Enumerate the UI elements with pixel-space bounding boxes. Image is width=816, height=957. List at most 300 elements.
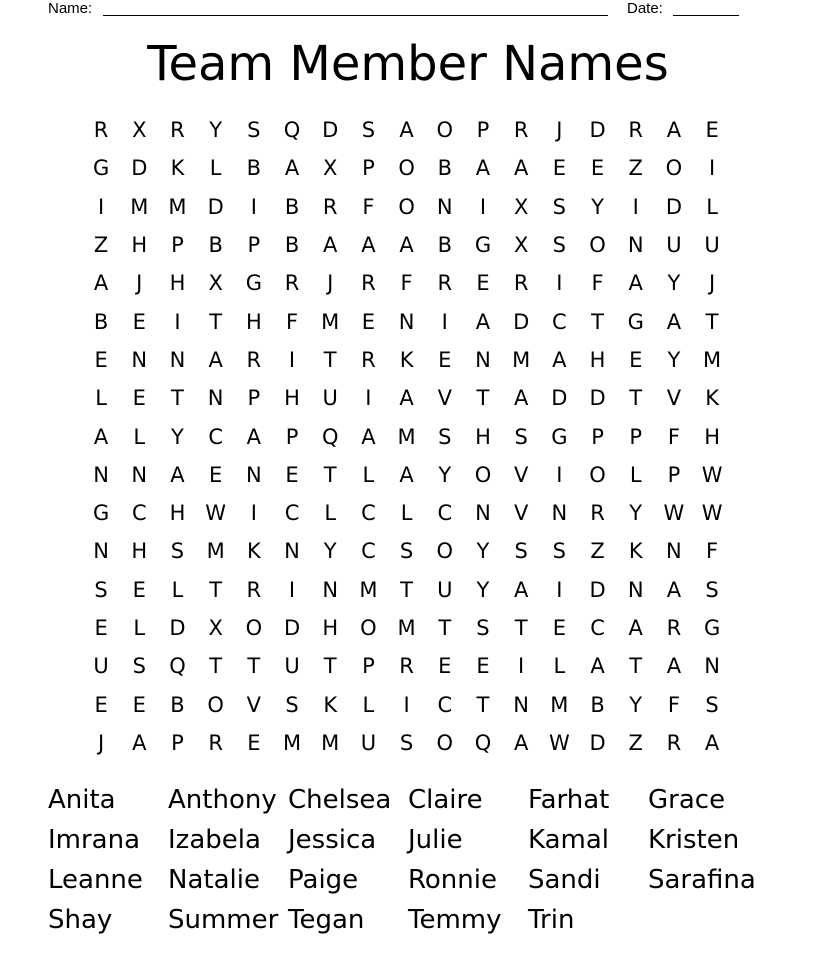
grid-letter[interactable]: U [437,577,453,602]
grid-letter[interactable]: O [398,156,415,181]
grid-letter[interactable]: D [665,194,682,219]
grid-letter[interactable]: P [591,424,604,449]
grid-letter[interactable]: T [514,616,528,640]
grid-letter[interactable]: A [323,233,338,258]
grid-letter[interactable]: K [399,347,414,372]
grid-letter[interactable]: W [663,501,685,526]
grid-letter[interactable]: G [92,156,110,181]
grid-letter[interactable]: M [130,194,149,219]
grid-letter[interactable]: T [323,462,337,487]
grid-letter[interactable]: I [97,194,105,219]
grid-letter[interactable]: R [208,730,223,755]
grid-letter[interactable]: A [399,118,414,143]
grid-letter[interactable]: E [132,386,146,411]
grid-letter[interactable]: I [518,654,525,679]
grid-letter[interactable]: I [441,309,448,334]
word-bank-item: Shay [48,905,113,935]
grid-letter[interactable]: E [438,347,452,372]
grid-letter[interactable]: E [552,156,566,181]
grid-letter[interactable]: O [436,118,454,143]
grid-letter[interactable]: B [208,233,223,258]
grid-letter[interactable]: F [706,539,719,564]
grid-letter[interactable]: A [284,156,300,181]
grid-letter[interactable]: H [704,424,720,449]
grid-letter[interactable]: H [475,424,491,449]
grid-letter[interactable]: P [285,424,299,449]
grid-letter[interactable]: Y [629,692,643,717]
grid-letter[interactable]: T [476,692,490,717]
name-label: Name: [48,0,93,17]
grid-letter[interactable]: O [665,156,683,181]
grid-letter[interactable]: U [666,233,682,258]
grid-letter[interactable]: A [513,386,529,411]
grid-letter[interactable]: A [666,309,682,334]
grid-letter[interactable]: D [589,577,606,602]
grid-letter[interactable]: E [209,462,223,487]
grid-letter[interactable]: N [207,386,224,411]
grid-letter[interactable]: V [513,501,529,526]
grid-letter[interactable]: L [95,386,107,411]
grid-letter[interactable]: L [133,616,146,640]
grid-letter[interactable]: A [628,271,643,296]
grid-letter[interactable]: Y [591,194,604,219]
grid-letter[interactable]: H [284,386,300,411]
grid-letter[interactable]: K [170,156,185,181]
grid-letter[interactable]: A [513,577,529,602]
grid-letter[interactable]: H [131,539,148,564]
grid-letter[interactable]: A [666,577,682,602]
grid-letter[interactable]: F [285,309,299,334]
grid-letter[interactable]: S [552,233,567,258]
grid-letter[interactable]: I [479,194,487,219]
grid-letter[interactable]: V [437,386,452,411]
grid-letter[interactable]: T [323,654,337,679]
grid-letter[interactable]: S [705,577,719,602]
grid-letter[interactable]: S [285,692,299,717]
grid-letter[interactable]: C [590,616,605,640]
grid-letter[interactable]: H [589,347,606,372]
grid-letter[interactable]: L [362,462,375,487]
grid-letter[interactable]: J [708,271,716,296]
grid-letter[interactable]: T [209,577,223,602]
grid-letter[interactable]: D [283,616,301,640]
grid-letter[interactable]: A [475,309,491,334]
grid-letter[interactable]: G [92,501,110,526]
grid-letter[interactable]: L [133,424,146,449]
letter-grid [82,111,732,762]
grid-letter[interactable]: A [399,233,414,258]
grid-letter[interactable]: M [168,194,187,219]
grid-letter[interactable]: T [209,309,223,334]
grid-letter[interactable]: Y [323,539,337,564]
word-bank-item: Chelsea [288,785,392,815]
grid-letter[interactable]: L [706,194,718,219]
grid-letter[interactable]: N [627,577,644,602]
grid-letter[interactable]: E [132,309,146,334]
grid-letter[interactable]: W [548,730,570,755]
grid-letter[interactable]: R [628,118,644,143]
grid-letter[interactable]: B [284,194,300,219]
grid-letter[interactable]: O [245,616,263,640]
grid-letter[interactable]: R [513,118,529,143]
grid-letter[interactable]: L [362,692,375,717]
grid-letter[interactable]: A [93,271,109,296]
grid-letter[interactable]: G [245,271,262,296]
grid-letter[interactable]: S [399,730,414,755]
grid-letter[interactable]: R [93,118,109,143]
grid-letter[interactable]: V [246,692,262,717]
grid-letter[interactable]: A [361,424,376,449]
grid-letter[interactable]: N [322,577,339,602]
grid-letter[interactable]: S [476,616,490,640]
grid-letter[interactable]: J [327,271,334,296]
grid-letter[interactable]: M [321,309,340,334]
grid-letter[interactable]: O [589,462,606,487]
grid-letter[interactable]: A [590,654,605,679]
grid-letter[interactable]: S [247,118,261,143]
grid-letter[interactable]: P [667,462,681,487]
grid-letter[interactable]: D [322,118,339,143]
grid-letter[interactable]: S [705,692,719,717]
grid-letter[interactable]: R [361,347,376,372]
grid-letter[interactable]: A [475,156,491,181]
grid-letter[interactable]: Z [590,539,605,564]
word-bank-item: Paige [288,865,359,895]
grid-letter[interactable]: Q [321,424,339,449]
grid-letter[interactable]: N [627,233,644,258]
grid-letter[interactable]: R [246,347,262,372]
grid-letter[interactable]: H [131,233,148,258]
grid-letter[interactable]: Y [209,118,223,143]
grid-letter[interactable]: D [589,386,606,411]
grid-letter[interactable]: P [171,730,184,755]
grid-letter[interactable]: X [132,118,147,143]
grid-letter[interactable]: U [284,654,300,679]
grid-letter[interactable]: R [590,501,605,526]
grid-letter[interactable]: S [170,539,185,564]
grid-letter[interactable]: L [171,577,184,602]
grid-letter[interactable]: P [171,233,184,258]
grid-letter[interactable]: C [131,501,147,526]
grid-letter[interactable]: C [437,501,453,526]
grid-letter[interactable]: J [556,118,563,143]
grid-letter[interactable]: L [629,462,642,487]
grid-letter[interactable]: E [361,309,376,334]
grid-letter[interactable]: H [245,309,262,334]
grid-letter[interactable]: R [666,730,682,755]
grid-letter[interactable]: E [476,271,490,296]
grid-letter[interactable]: Q [169,654,186,679]
grid-letter[interactable]: O [207,692,224,717]
grid-letter[interactable]: O [436,730,454,755]
grid-letter[interactable]: R [437,271,453,296]
grid-letter[interactable]: S [94,577,108,602]
grid-letter[interactable]: S [361,118,376,143]
grid-letter[interactable]: T [323,347,337,372]
grid-letter[interactable]: M [550,692,569,717]
grid-letter[interactable]: E [94,616,108,640]
grid-letter[interactable]: N [398,309,415,334]
grid-letter[interactable]: O [360,616,377,640]
grid-letter[interactable]: A [666,654,682,679]
grid-letter[interactable]: E [94,347,108,372]
grid-letter[interactable]: F [591,271,604,296]
grid-letter[interactable]: U [93,654,109,679]
grid-letter[interactable]: P [629,424,643,449]
grid-letter[interactable]: R [513,271,529,296]
grid-letter[interactable]: T [400,577,413,602]
grid-letter[interactable]: E [285,462,299,487]
grid-letter[interactable]: I [365,386,372,411]
grid-letter[interactable]: R [170,118,185,143]
grid-letter[interactable]: R [246,577,262,602]
grid-letter[interactable]: N [475,347,491,372]
grid-letter[interactable]: S [132,654,146,679]
grid-letter[interactable]: T [209,654,223,679]
grid-letter[interactable]: K [246,539,261,564]
grid-letter[interactable]: A [93,424,109,449]
grid-letter[interactable]: A [628,616,643,640]
grid-letter[interactable]: M [206,539,225,564]
grid-letter[interactable]: X [208,616,223,640]
grid-letter[interactable]: Q [283,118,301,143]
grid-letter[interactable]: F [400,271,413,296]
grid-letter[interactable]: C [361,539,376,564]
grid-letter[interactable]: I [556,577,563,602]
grid-letter[interactable]: N [666,539,682,564]
grid-letter[interactable]: D [589,730,606,755]
grid-letter[interactable]: M [359,577,378,602]
grid-letter[interactable]: A [666,118,682,143]
grid-letter[interactable]: M [282,730,302,755]
grid-letter[interactable]: I [403,692,410,717]
grid-letter[interactable]: D [589,118,606,143]
grid-letter[interactable]: P [362,156,375,181]
grid-letter[interactable]: P [247,233,261,258]
grid-letter[interactable]: T [705,309,719,334]
grid-letter[interactable]: Z [93,233,109,258]
grid-letter[interactable]: C [208,424,223,449]
grid-letter[interactable]: N [169,347,186,372]
grid-letter[interactable]: A [361,233,376,258]
grid-letter[interactable]: Y [667,347,681,372]
grid-letter[interactable]: S [514,539,528,564]
grid-letter[interactable]: G [551,424,568,449]
grid-letter[interactable]: N [131,462,148,487]
grid-letter[interactable]: Z [628,730,643,755]
grid-letter[interactable]: M [512,347,531,372]
grid-letter[interactable]: B [437,233,452,258]
grid-letter[interactable]: T [629,654,643,679]
grid-letter[interactable]: A [208,347,223,372]
grid-letter[interactable]: E [94,692,108,717]
grid-letter[interactable]: G [627,309,644,334]
grid-letter[interactable]: I [250,194,257,219]
grid-letter[interactable]: E [438,654,452,679]
grid-letter[interactable]: F [667,424,680,449]
grid-letter[interactable]: N [93,462,109,487]
grid-letter[interactable]: A [399,386,414,411]
grid-letter[interactable]: Y [438,462,452,487]
grid-letter[interactable]: W [701,462,723,487]
grid-letter[interactable]: I [174,309,181,334]
grid-letter[interactable]: D [169,616,186,640]
grid-letter[interactable]: H [169,271,186,296]
grid-letter[interactable]: E [590,156,605,181]
grid-letter[interactable]: N [93,539,109,564]
grid-letter[interactable]: Y [171,424,184,449]
grid-letter[interactable]: B [284,233,300,258]
grid-letter[interactable]: R [284,271,300,296]
grid-letter[interactable]: S [552,539,567,564]
grid-letter[interactable]: C [437,692,453,717]
grid-letter[interactable]: I [288,347,296,372]
grid-letter[interactable]: M [703,347,722,372]
grid-letter[interactable]: B [246,156,262,181]
word-bank-item: Trin [528,905,575,935]
grid-letter[interactable]: E [476,654,490,679]
grid-letter[interactable]: Y [476,577,490,602]
grid-letter[interactable]: I [708,156,716,181]
grid-row [82,456,732,494]
grid-letter[interactable]: M [321,730,340,755]
grid-letter[interactable]: E [132,577,146,602]
grid-letter[interactable]: K [628,539,643,564]
grid-letter[interactable]: F [362,194,375,219]
grid-letter[interactable]: I [250,501,257,526]
grid-letter[interactable]: S [438,424,452,449]
grid-letter[interactable]: K [323,692,338,717]
grid-letter[interactable]: H [169,501,186,526]
grid-letter[interactable]: B [170,692,185,717]
grid-letter[interactable]: C [361,501,376,526]
grid-letter[interactable]: C [552,309,567,334]
grid-letter[interactable]: D [131,156,148,181]
grid-letter[interactable]: S [514,424,528,449]
grid-letter[interactable]: N [131,347,148,372]
grid-letter[interactable]: N [245,462,262,487]
grid-letter[interactable]: J [136,271,143,296]
grid-letter[interactable]: W [205,501,227,526]
grid-letter[interactable]: X [513,194,529,219]
grid-letter[interactable]: Y [629,501,643,526]
grid-letter[interactable]: N [436,194,453,219]
grid-letter[interactable]: N [284,539,300,564]
grid-letter[interactable]: A [246,424,262,449]
grid-letter[interactable]: I [288,577,296,602]
grid-letter[interactable]: Z [628,156,643,181]
grid-letter[interactable]: X [208,271,223,296]
grid-letter[interactable]: A [513,730,529,755]
grid-letter[interactable]: N [551,501,568,526]
grid-letter[interactable]: M [397,424,416,449]
grid-letter[interactable]: T [591,309,604,334]
grid-letter[interactable]: A [399,462,414,487]
grid-letter[interactable]: A [513,156,529,181]
grid-letter[interactable]: O [474,462,492,487]
grid-letter[interactable]: A [132,730,147,755]
grid-letter[interactable]: U [704,233,720,258]
grid-letter[interactable]: Y [476,539,490,564]
grid-letter[interactable]: E [705,118,719,143]
grid-letter[interactable]: L [400,501,413,526]
grid-letter[interactable]: O [398,194,415,219]
grid-letter[interactable]: S [399,539,414,564]
grid-letter[interactable]: D [207,194,224,219]
grid-letter[interactable]: D [513,309,530,334]
grid-letter[interactable]: D [551,386,568,411]
grid-letter[interactable]: O [436,539,454,564]
grid-letter[interactable]: F [667,692,680,717]
word-bank-item: Temmy [408,905,502,935]
grid-letter[interactable]: X [513,233,529,258]
grid-letter[interactable]: N [475,501,491,526]
grid-letter[interactable]: L [553,654,566,679]
grid-letter[interactable]: V [513,462,529,487]
grid-letter[interactable]: P [247,386,261,411]
grid-letter[interactable]: H [322,616,339,640]
word-bank [48,780,808,940]
grid-letter[interactable]: R [361,271,376,296]
grid-letter[interactable]: A [704,730,720,755]
grid-letter[interactable]: I [556,462,563,487]
grid-letter[interactable]: L [209,156,222,181]
grid-letter[interactable]: O [589,233,606,258]
grid-letter[interactable]: P [476,118,490,143]
grid-letter[interactable]: T [171,386,184,411]
grid-letter[interactable]: Q [474,730,492,755]
grid-letter[interactable]: S [552,194,567,219]
grid-letter[interactable]: R [322,194,338,219]
grid-letter[interactable]: W [701,501,723,526]
grid-letter[interactable]: E [247,730,261,755]
grid-letter[interactable]: U [322,386,338,411]
grid-letter[interactable]: T [629,386,643,411]
grid-letter[interactable]: Y [667,271,681,296]
grid-letter[interactable]: R [399,654,414,679]
grid-letter[interactable]: A [170,462,185,487]
grid-letter[interactable]: U [360,730,377,755]
grid-letter[interactable]: G [474,233,492,258]
word-bank-item: Kristen [648,825,740,855]
grid-letter[interactable]: N [704,654,720,679]
grid-letter[interactable]: C [284,501,300,526]
grid-letter[interactable]: T [476,386,490,411]
grid-letter[interactable]: I [632,194,639,219]
grid-letter[interactable]: E [132,692,146,717]
grid-letter[interactable]: B [93,309,109,334]
grid-letter[interactable]: N [513,692,530,717]
grid-letter[interactable]: B [590,692,605,717]
grid-letter[interactable]: T [438,616,452,640]
grid-letter[interactable]: M [397,616,416,640]
grid-letter[interactable]: G [703,616,721,640]
grid-letter[interactable]: J [97,730,105,755]
grid-letter[interactable]: E [629,347,643,372]
grid-letter[interactable]: L [324,501,337,526]
grid-letter[interactable]: R [666,616,682,640]
grid-letter[interactable]: E [552,616,566,640]
grid-letter[interactable]: X [323,156,338,181]
grid-letter[interactable]: P [362,654,375,679]
grid-letter[interactable]: B [437,156,452,181]
grid-letter[interactable]: K [705,386,719,411]
grid-letter[interactable]: T [247,654,261,679]
header-row [0,0,816,20]
grid-letter[interactable]: A [552,347,567,372]
grid-letter[interactable]: V [666,386,682,411]
grid-letter[interactable]: I [556,271,563,296]
